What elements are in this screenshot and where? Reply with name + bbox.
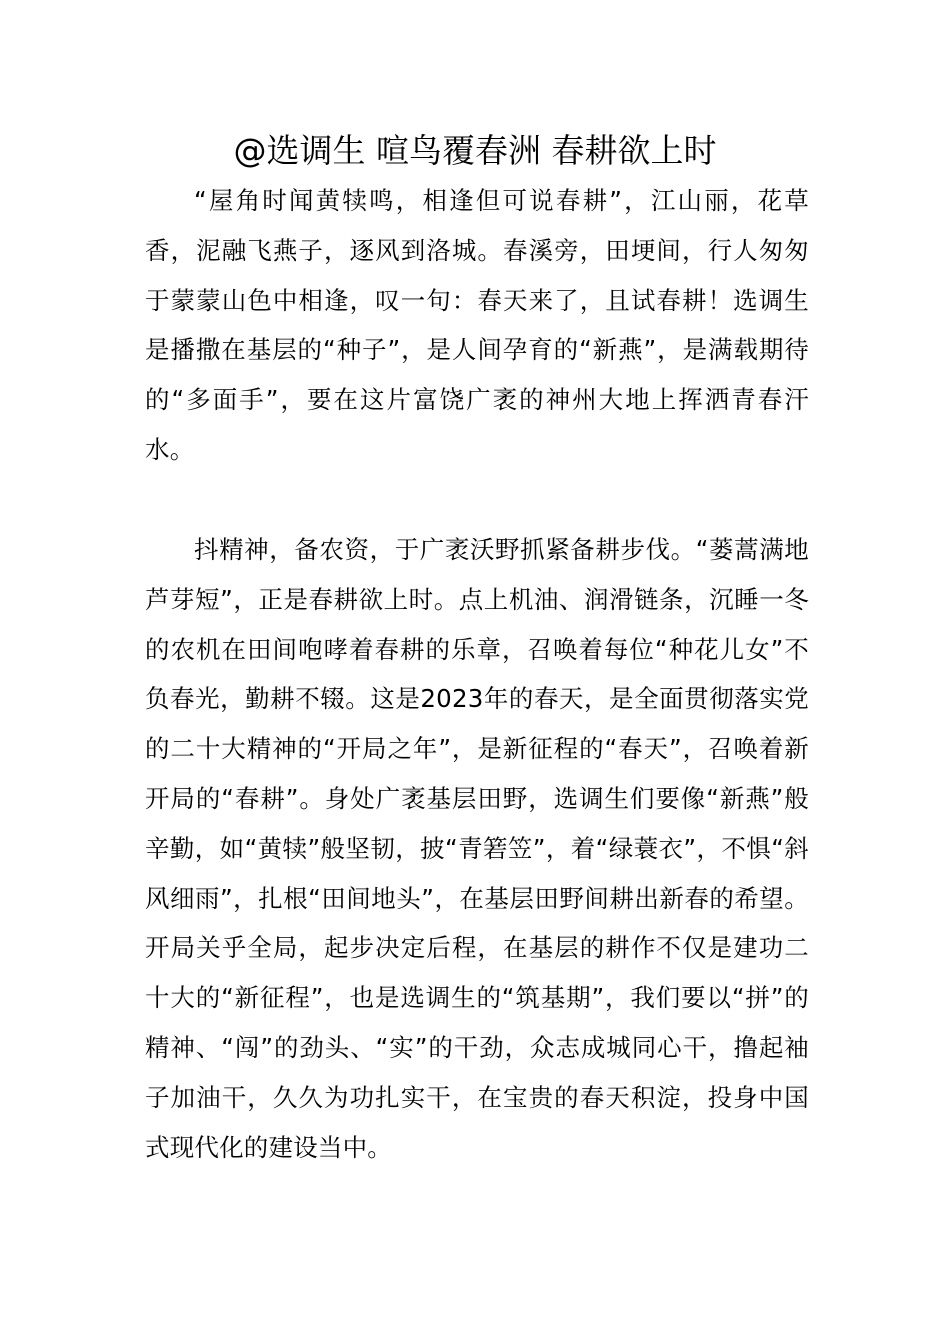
paragraph-1: “屋角时闻黄犊鸣，相逢但可说春耕”，江山丽，花草香，泥融飞燕子，逐风到洛城。春溪旁，田埂间，行人匆匆于蒙蒙山色中相逢，叹一句：春天来了，且试春耕！选调生是播撒在基层的“种子”，是人间孕育的“新燕”，是满载期待的“多面手”，要在这片富饶广袤的神州大地上挥洒青春汗水。: [145, 186, 809, 464]
document-title: @选调生 喧鸟覆春洲 春耕欲上时: [233, 131, 717, 170]
paragraph-2: 抖精神，备农资，于广袤沃野抓紧备耕步伐。“蒌蒿满地芦芽短”，正是春耕欲上时。点上机油、润滑链条，沉睡一冬的农机在田间咆哮着春耕的乐章，召唤着每位“种花儿女”不负春光，勤耕不辍。这是2023年的春天，是全面贯彻落实党的二十大精神的“开局之年”，是新征程的“春天”，召唤着新开局的“春耕”。身处广袤基层田野，选调生们要像“新燕”般辛勤，如“黄犊”般坚韧，披“青箬笠”，着“绿蓑衣”，不惧“斜风细雨”，扎根“田间地头”，在基层田野间耕出新春的希望。开局关乎全局，起步决定后程，在基层的耕作不仅是建功二十大的“新征程”，也是选调生的“筑基期”，我们要以“拼”的精神、“闯”的劲头、“实”的干劲，众志成城同心干，撸起袖子加油干，久久为功扎实干，在宝贵的春天积淀，投身中国式现代化的建设当中。: [145, 535, 809, 1162]
